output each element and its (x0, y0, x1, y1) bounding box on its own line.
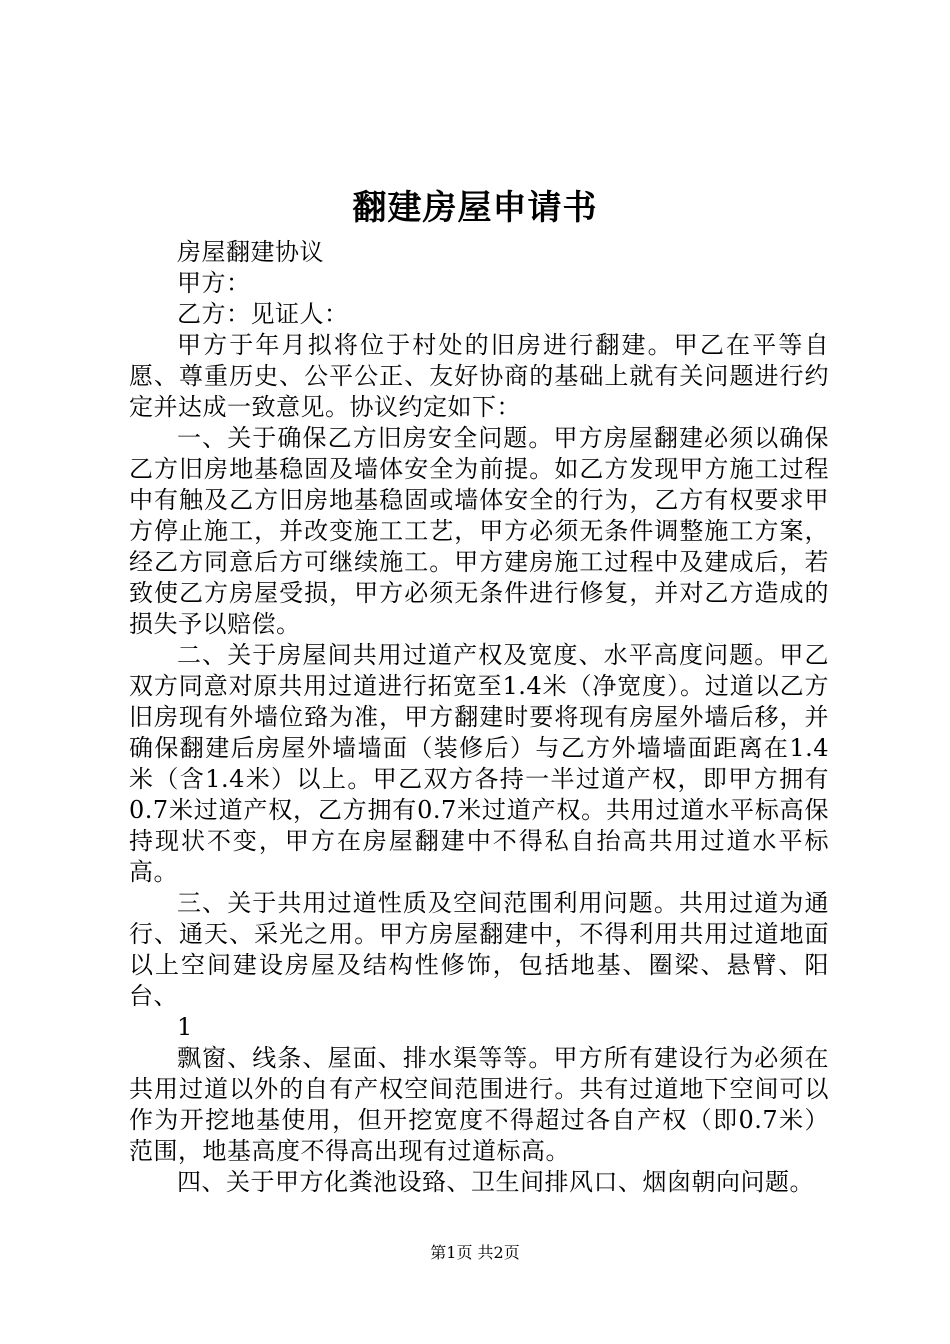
paragraph-clause-3-continued: 飘窗、线条、屋面、排水渠等等。甲方所有建设行为必须在共用过道以外的自有产权空间范围进行。共有过道地下空间可以作为开挖地基使用，但开挖宽度不得超过各自产权（即0.7米）范围，地基高度不得高出现有过道标高。 (129, 1044, 829, 1165)
paragraph-clause-3: 三、关于共用过道性质及空间范围利用问题。共用过道为通行、通天、采光之用。甲方房屋翻建中，不得利用共用过道地面以上空间建设房屋及结构性修饰，包括地基、圈梁、悬臂、阳台、 (129, 889, 829, 1010)
inline-page-number: 1 (177, 1013, 193, 1041)
paragraph-clause-1: 一、关于确保乙方旧房安全问题。甲方房屋翻建必须以确保乙方旧房地基稳固及墙体安全为前提。如乙方发现甲方施工过程中有触及乙方旧房地基稳固或墙体安全的行为，乙方有权要求甲方停止施工，并改变施工工艺，甲方必须无条件调整施工方案，经乙方同意后方可继续施工。甲方建房施工过程中及建成后，若致使乙方房屋受损，甲方必须无条件进行修复，并对乙方造成的损失予以赔偿。 (129, 424, 829, 638)
paragraph-clause-2: 二、关于房屋间共用过道产权及宽度、水平高度问题。甲乙双方同意对原共用过道进行拓宽至1.4米（净宽度）。过道以乙方旧房现有外墙位臵为准，甲方翻建时要将现有房屋外墙后移，并确保翻建后房屋外墙墙面（装修后）与乙方外墙墙面距离在1.4米（含1.4米）以上。甲乙双方各持一半过道产权，即甲方拥有0.7米过道产权，乙方拥有0.7米过道产权。共用过道水平标高保持现状不变，甲方在房屋翻建中不得私自抬高共用过道水平标高。 (129, 641, 829, 886)
paragraph-clause-4: 四、关于甲方化粪池设臵、卫生间排风口、烟囱朝向问题。 (177, 1168, 814, 1196)
paragraph-party-a: 甲方： (177, 269, 251, 297)
paragraph-agreement-heading: 房屋翻建协议 (177, 238, 324, 266)
document-body (129, 237, 829, 1198)
page-footer: 第1页 共2页 (430, 1243, 520, 1262)
paragraph-party-b-witness: 乙方：见证人： (177, 300, 349, 328)
paragraph-intro: 甲方于年月拟将位于村处的旧房进行翻建。甲乙在平等自愿、尊重历史、公平公正、友好协商的基础上就有关问题进行约定并达成一致意见。协议约定如下： (129, 331, 829, 421)
document-title: 翻建房屋申请书 (352, 188, 598, 228)
